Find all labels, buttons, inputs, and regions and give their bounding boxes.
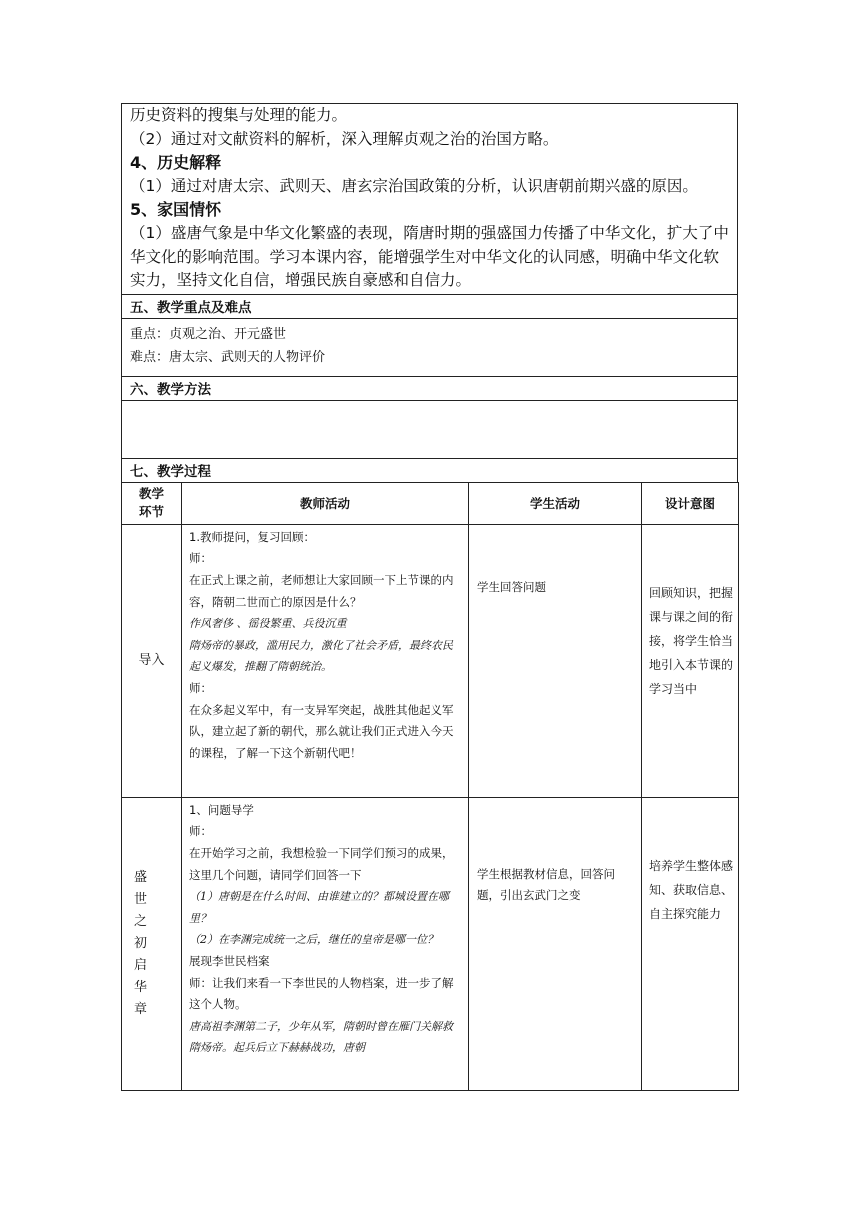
teacher-line: 1、问题导学 bbox=[189, 802, 254, 817]
design-intent-cell: 回顾知识，把握课与课之间的衔接，将学生恰当地引入本节课的学习当中 bbox=[642, 524, 739, 797]
teacher-line: 唐高祖李渊第二子，少年从军，隋朝时曾在雁门关解救隋炀帝。起兵后立下赫赫战功，唐朝 bbox=[189, 1019, 453, 1055]
student-activity-cell: 学生根据教材信息，回答问题，引出玄武门之变 bbox=[469, 797, 642, 1090]
teacher-activity-cell bbox=[182, 524, 469, 797]
key-point-text: 重点：贞观之治、开元盛世 bbox=[130, 326, 287, 342]
heading-historical-interpretation: 4、历史解释 bbox=[130, 153, 222, 173]
objectives-section bbox=[121, 103, 738, 294]
teacher-activity-cell bbox=[182, 797, 469, 1090]
key-points-section bbox=[121, 318, 738, 376]
teacher-line: 在正式上课之前，老师想让大家回顾一下上节课的内容，隋朝二世而亡的原因是什么？ bbox=[189, 572, 454, 609]
objective-text-3: （1）通过对唐太宗、武则天、唐玄宗治国政策的分析，认识唐朝前期兴盛的原因。 bbox=[130, 176, 698, 195]
teacher-line: 作风奢侈 、徭役繁重、兵役沉重 bbox=[189, 617, 347, 631]
objective-text-1: 历史资料的搜集与处理的能力。 bbox=[130, 106, 348, 124]
section-title-key-points: 五、教学重点及难点 bbox=[121, 294, 738, 318]
teacher-line: 隋炀帝的暴政，滥用民力，激化了社会矛盾，最终农民起义爆发，推翻了隋朝统治。 bbox=[189, 638, 453, 674]
header-teacher: 教师活动 bbox=[182, 482, 469, 524]
teacher-line: （1）唐朝是在什么时间、由谁建立的？都城设置在哪里？ bbox=[189, 890, 449, 925]
table-header-row bbox=[122, 482, 739, 524]
design-intent-cell: 培养学生整体感知、获取信息、自主探究能力 bbox=[642, 797, 739, 1090]
student-activity-cell: 学生回答问题 bbox=[469, 524, 642, 797]
teacher-line: 师： bbox=[189, 824, 212, 839]
section-title-process: 七、教学过程 bbox=[121, 458, 738, 482]
teacher-line: 在众多起义军中，有一支异军突起，战胜其他起义军队，建立起了新的朝代，那么就让我们正式进入今天的课程，了解一下这个新朝代吧！ bbox=[189, 702, 454, 760]
header-stage: 教学环节 bbox=[122, 482, 182, 524]
stage-cell: 导入 bbox=[122, 524, 182, 797]
teacher-line: （2）在李渊完成统一之后，继任的皇帝是哪一位？ bbox=[189, 933, 438, 947]
objective-text-4: （1）盛唐气象是中华文化繁盛的表现，隋唐时期的强盛国力传播了中华文化，扩大了中华文化的影响范围。学习本课内容，能增强学生对中华文化的认同感，明确中华文化软实力，坚持文化自信，增强民族自豪感和自信力。 bbox=[130, 223, 729, 290]
difficult-point-text: 难点：唐太宗、武则天的人物评价 bbox=[130, 349, 326, 365]
stage-cell bbox=[122, 797, 182, 1090]
header-student: 学生活动 bbox=[469, 482, 642, 524]
stage-title: 盛 世 之 初 启 华 章 bbox=[134, 869, 161, 1017]
heading-patriotism: 5、家国情怀 bbox=[130, 200, 222, 220]
section-title-methods: 六、教学方法 bbox=[121, 376, 738, 400]
table-row bbox=[122, 524, 739, 797]
document-page bbox=[121, 103, 738, 1091]
teacher-line: 师： bbox=[189, 680, 212, 695]
teacher-line: 在开始学习之前，我想检验一下同学们预习的成果，这里几个问题，请同学们回答一下 bbox=[189, 845, 454, 882]
teacher-line: 师：让我们来看一下李世民的人物档案，进一步了解这个人物。 bbox=[189, 975, 454, 1012]
teacher-line: 师： bbox=[189, 551, 212, 566]
header-intent: 设计意图 bbox=[642, 482, 739, 524]
teacher-line: 展现李世民档案 bbox=[189, 953, 270, 968]
methods-content-empty bbox=[121, 400, 738, 458]
process-table bbox=[121, 482, 739, 1091]
objective-text-2: （2）通过对文献资料的解析，深入理解贞观之治的治国方略。 bbox=[130, 129, 559, 148]
teacher-line: 1.教师提问，复习回顾： bbox=[189, 529, 315, 544]
table-row bbox=[122, 797, 739, 1090]
